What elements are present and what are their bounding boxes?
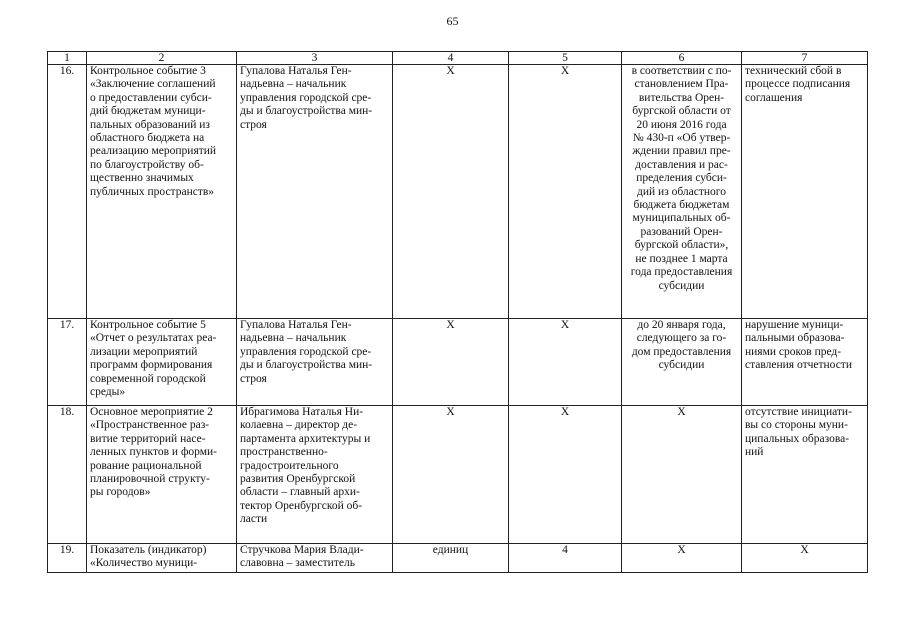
- schedule-table: [47, 51, 868, 573]
- row-number: 17.: [48, 319, 87, 406]
- deadline-cell: X: [622, 406, 742, 544]
- responsible-person-cell: Гупалова Наталья Ген- надьевна – начальник управления городской сре- ды и благоустройства мин- строя: [237, 65, 393, 319]
- unit-cell: X: [393, 65, 509, 319]
- risk-cell: технический сбой в процессе подписания соглашения: [742, 65, 868, 319]
- event-name-cell: Показатель (индикатор) «Количество муници-: [87, 544, 237, 573]
- column-header: 4: [393, 52, 509, 65]
- responsible-person-cell: Ибрагимова Наталья Ни- колаевна – директор де- партамента архитектуры и пространственно- градостроительного развития Оренбургской области – главный архи- тектор Оренбургской об- ласти: [237, 406, 393, 544]
- value-cell: 4: [509, 544, 622, 573]
- table-row: [48, 319, 868, 406]
- value-cell: X: [509, 65, 622, 319]
- deadline-cell: до 20 января года, следующего за го- дом предоставления субсидии: [622, 319, 742, 406]
- event-name-cell: Основное мероприятие 2 «Пространственное раз- витие территорий насе- ленных пунктов и форми- рование рациональной планировочной структу- ры городов»: [87, 406, 237, 544]
- risk-cell: нарушение муници- пальными образова- ниями сроков пред- ставления отчетности: [742, 319, 868, 406]
- unit-cell: единиц: [393, 544, 509, 573]
- row-number: 19.: [48, 544, 87, 573]
- column-header: 1: [48, 52, 87, 65]
- deadline-cell: в соответствии с по- становлением Пра- вительства Орен- бургской области от 20 июня 2016 года № 430-п «Об утвер- ждении правил пре- доставления и рас- пределения субси- дий из областного бюджета бюджетам муниципальных об- разований Орен- бургской области», не позднее 1 марта года предоставления субсидии: [622, 65, 742, 319]
- responsible-person-cell: Стручкова Мария Влади- славовна – заместитель: [237, 544, 393, 573]
- risk-cell: отсутствие инициати- вы со стороны муни- ципальных образова- ний: [742, 406, 868, 544]
- unit-cell: X: [393, 406, 509, 544]
- table-row: [48, 65, 868, 319]
- event-name-cell: Контрольное событие 3 «Заключение соглашений о предоставлении субси- дий бюджетам муници- пальных образований из областного бюджета на реализацию мероприятий по благоустройству об- щественно значимых публичных пространств»: [87, 65, 237, 319]
- page-number: 65: [446, 14, 459, 28]
- table-row: [48, 544, 868, 573]
- risk-cell: X: [742, 544, 868, 573]
- column-header: 5: [509, 52, 622, 65]
- event-name-cell: Контрольное событие 5 «Отчет о результатах реа- лизации мероприятий программ формирования современной городской среды»: [87, 319, 237, 406]
- column-header: 2: [87, 52, 237, 65]
- row-number: 18.: [48, 406, 87, 544]
- unit-cell: X: [393, 319, 509, 406]
- column-header: 7: [742, 52, 868, 65]
- row-number: 16.: [48, 65, 87, 319]
- table-row: [48, 406, 868, 544]
- table-header-row: [48, 52, 868, 65]
- value-cell: X: [509, 406, 622, 544]
- column-header: 6: [622, 52, 742, 65]
- column-header: 3: [237, 52, 393, 65]
- deadline-cell: X: [622, 544, 742, 573]
- value-cell: X: [509, 319, 622, 406]
- responsible-person-cell: Гупалова Наталья Ген- надьевна – начальник управления городской сре- ды и благоустройства мин- строя: [237, 319, 393, 406]
